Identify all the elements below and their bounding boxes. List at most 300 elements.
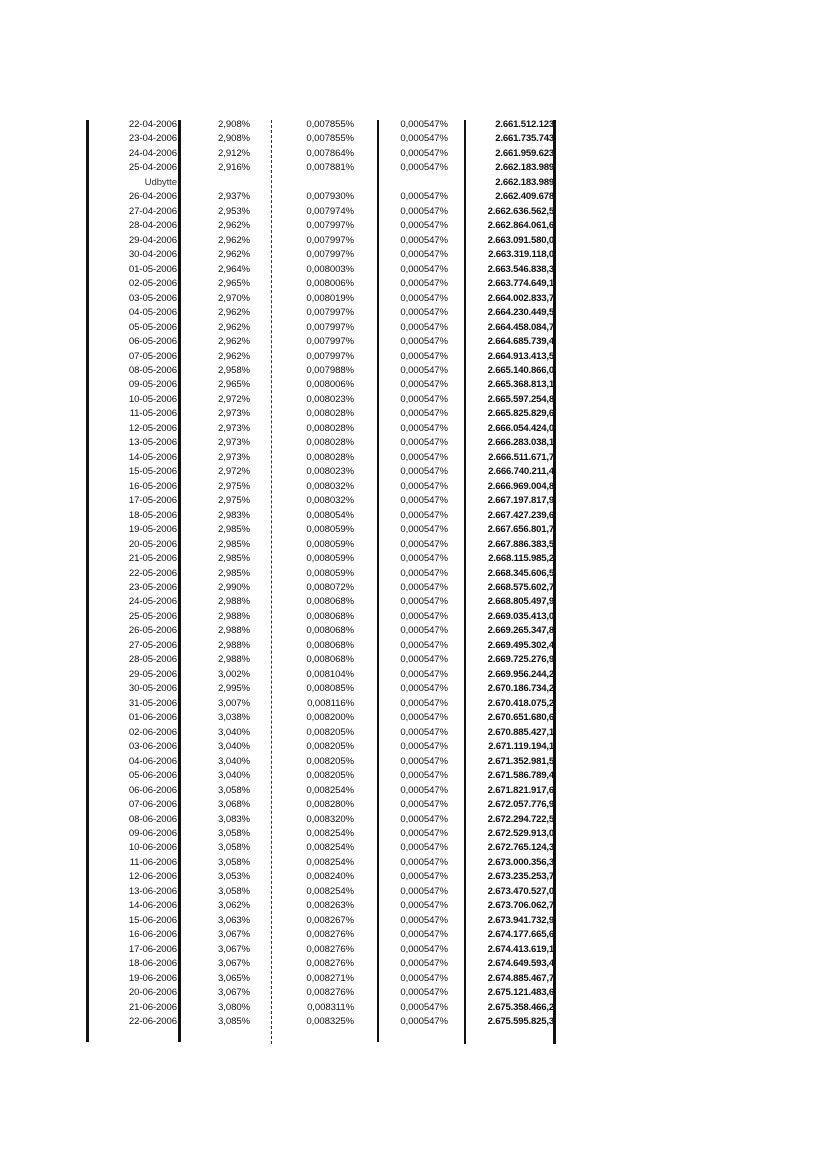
fee-cell: 0,000547% [400,610,448,622]
date-cell: 26-05-2006 [128,625,177,637]
value-table [0,118,828,1030]
value-cell: 2.672.057.776,9 [487,799,554,811]
date-cell: 10-05-2006 [128,393,177,405]
table-row [0,957,828,971]
table-row [0,407,828,421]
rate-cell: 2,953% [218,205,250,217]
fee-cell: 0,000547% [400,437,448,449]
fee-cell: 0,000547% [400,799,448,811]
daily-rate-cell: 0,007864% [306,147,354,159]
rate-cell: 3,067% [218,987,250,999]
table-row [0,914,828,928]
rate-cell: 2,962% [218,350,250,362]
rate-cell: 2,988% [218,639,250,651]
table-row [0,523,828,537]
table-row [0,147,828,161]
value-cell: 2.664.458.084,7 [487,321,554,333]
value-cell: 2.672.529.913,0 [487,827,554,839]
daily-rate-cell: 0,008254% [306,827,354,839]
table-row [0,856,828,870]
date-cell: 12-06-2006 [128,871,177,883]
daily-rate-cell: 0,008028% [306,408,354,420]
daily-rate-cell: 0,007997% [306,321,354,333]
value-cell: 2.674.177.665,6 [487,929,554,941]
date-cell: 01-05-2006 [128,263,177,275]
fee-cell: 0,000547% [400,654,448,666]
table-row [0,306,828,320]
rate-cell: 3,053% [218,871,250,883]
table-row [0,943,828,957]
value-cell: 2.661.735.743 [495,133,554,145]
fee-cell: 0,000547% [400,220,448,232]
daily-rate-cell: 0,008023% [306,393,354,405]
date-cell: 13-06-2006 [128,885,177,897]
value-cell: 2.661.512.123 [495,119,554,130]
fee-cell: 0,000547% [400,1016,448,1028]
rate-cell: 2,962% [218,249,250,261]
date-cell: 14-06-2006 [128,900,177,912]
fee-cell: 0,000547% [400,466,448,478]
value-cell: 2.675.595.825,3 [487,1016,554,1028]
fee-cell: 0,000547% [400,813,448,825]
date-cell: 19-05-2006 [128,524,177,536]
daily-rate-cell: 0,007855% [306,133,354,145]
table-row [0,219,828,233]
table-row [0,639,828,653]
table-row [0,277,828,291]
daily-rate-cell: 0,008254% [306,784,354,796]
table-row [0,465,828,479]
table-row [0,234,828,248]
table-row [0,451,828,465]
table-row [0,538,828,552]
date-cell: 07-05-2006 [128,350,177,362]
date-cell: 27-04-2006 [128,205,177,217]
fee-cell: 0,000547% [400,987,448,999]
fee-cell: 0,000547% [400,567,448,579]
rate-cell: 3,062% [218,900,250,912]
date-cell: 23-05-2006 [128,582,177,593]
fee-cell: 0,000547% [400,336,448,348]
daily-rate-cell: 0,007997% [306,220,354,232]
date-cell: 31-05-2006 [128,697,177,709]
date-cell: 25-05-2006 [128,610,177,622]
fee-cell: 0,000547% [400,712,448,724]
daily-rate-cell: 0,008280% [306,799,354,811]
fee-cell: 0,000547% [400,885,448,897]
rate-cell: 2,990% [218,582,250,593]
rate-cell: 3,040% [218,741,250,753]
daily-rate-cell: 0,008019% [306,292,354,304]
fee-cell: 0,000547% [400,668,448,680]
daily-rate-cell: 0,008205% [306,755,354,767]
table-row [0,595,828,609]
rate-cell: 2,995% [218,683,250,695]
table-row [0,885,828,899]
table-row [0,798,828,812]
daily-rate-cell: 0,007974% [306,205,354,217]
fee-cell: 0,000547% [400,307,448,319]
fee-cell: 0,000547% [400,683,448,695]
fee-cell: 0,000547% [400,205,448,217]
fee-cell: 0,000547% [400,119,448,130]
table-row [0,986,828,1000]
table-row [0,668,828,682]
daily-rate-cell: 0,008023% [306,466,354,478]
table-row [0,494,828,508]
rate-cell: 2,985% [218,553,250,565]
value-cell: 2.667.886.383,5 [487,538,554,550]
rate-cell: 2,975% [218,495,250,507]
daily-rate-cell: 0,008006% [306,278,354,290]
date-cell: 29-05-2006 [128,668,177,680]
daily-rate-cell: 0,008311% [307,1001,354,1013]
value-cell: 2.670.651.680,6 [487,712,554,724]
table-row [0,769,828,783]
fee-cell: 0,000547% [400,958,448,970]
fee-cell: 0,000547% [400,422,448,434]
date-cell: 20-06-2006 [128,987,177,999]
rate-cell: 3,063% [218,914,250,926]
value-cell: 2.666.511.671,7 [488,451,554,463]
rate-cell: 2,988% [218,596,250,608]
date-cell: 16-05-2006 [128,480,177,492]
value-cell: 2.667.656.801,7 [487,524,554,536]
rate-cell: 2,985% [218,567,250,579]
fee-cell: 0,000547% [400,379,448,391]
date-cell: 06-06-2006 [128,784,177,796]
daily-rate-cell: 0,007997% [306,234,354,246]
fee-cell: 0,000547% [400,856,448,868]
daily-rate-cell: 0,007881% [306,162,354,174]
date-cell: 24-04-2006 [128,147,177,159]
value-cell: 2.671.586.789,4 [487,770,554,782]
table-row [0,350,828,364]
daily-rate-cell: 0,008205% [306,770,354,782]
fee-cell: 0,000547% [400,451,448,463]
value-cell: 2.662.864.061,6 [487,220,554,232]
daily-rate-cell: 0,008068% [306,625,354,637]
date-cell: 04-06-2006 [128,755,177,767]
value-cell: 2.674.885.467,7 [487,972,554,984]
fee-cell: 0,000547% [400,943,448,955]
daily-rate-cell: 0,008059% [306,567,354,579]
fee-cell: 0,000547% [400,842,448,854]
fee-cell: 0,000547% [400,914,448,926]
fee-cell: 0,000547% [400,726,448,738]
fee-cell: 0,000547% [400,596,448,608]
daily-rate-cell: 0,008068% [306,596,354,608]
fee-cell: 0,000547% [400,234,448,246]
date-cell: 18-06-2006 [128,958,177,970]
value-cell: 2.669.956.244,2 [487,668,554,680]
date-cell: 06-05-2006 [128,336,177,348]
table-row [0,653,828,667]
date-cell: 28-05-2006 [128,654,177,666]
value-cell: 2.669.035.413,0 [487,610,554,622]
date-cell: 12-05-2006 [128,422,177,434]
value-cell: 2.664.002.833,7 [487,292,554,304]
value-cell: 2.663.319.118,0 [488,249,554,261]
table-row [0,205,828,219]
table-row [0,581,828,595]
table-row [0,1001,828,1015]
daily-rate-cell: 0,008068% [306,610,354,622]
rate-cell: 2,962% [218,234,250,246]
rate-cell: 3,065% [218,972,250,984]
daily-rate-cell: 0,007855% [306,119,354,130]
table-row [0,899,828,913]
fee-cell: 0,000547% [400,408,448,420]
value-cell: 2.663.546.838,3 [487,263,554,275]
date-cell: 11-06-2006 [129,856,177,868]
table-row [0,335,828,349]
date-cell: 01-06-2006 [128,712,177,724]
date-cell: 28-04-2006 [128,220,177,232]
value-cell: 2.670.186.734,2 [487,683,554,695]
date-cell: 03-06-2006 [128,741,177,753]
date-cell: 23-04-2006 [128,133,177,145]
table-row [0,480,828,494]
table-row [0,509,828,523]
table-row [0,870,828,884]
table-row [0,132,828,146]
table-row [0,190,828,204]
rate-cell: 2,975% [218,480,250,492]
daily-rate-cell: 0,008054% [306,509,354,521]
daily-rate-cell: 0,008068% [306,654,354,666]
table-row [0,292,828,306]
value-cell: 2.671.119.194,1 [488,741,554,753]
rate-cell: 2,988% [218,610,250,622]
table-row [0,827,828,841]
date-cell: Udbytte [144,176,177,188]
date-cell: 21-05-2006 [128,553,177,565]
rate-cell: 2,937% [218,191,250,203]
rate-cell: 2,970% [218,292,250,304]
rate-cell: 3,058% [218,885,250,897]
rate-cell: 2,962% [218,307,250,319]
rate-cell: 3,007% [218,697,250,709]
fee-cell: 0,000547% [400,509,448,521]
fee-cell: 0,000547% [400,249,448,261]
daily-rate-cell: 0,008271% [306,972,354,984]
fee-cell: 0,000547% [400,278,448,290]
date-cell: 04-05-2006 [128,307,177,319]
value-cell: 2.668.575.602,7 [487,582,554,593]
date-cell: 11-05-2006 [129,408,177,420]
fee-cell: 0,000547% [400,292,448,304]
value-cell: 2.673.235.253,7 [487,871,554,883]
daily-rate-cell: 0,008085% [306,683,354,695]
value-cell: 2.664.913.413,5 [487,350,554,362]
table-row [0,972,828,986]
date-cell: 07-06-2006 [128,799,177,811]
rate-cell: 2,908% [218,133,250,145]
daily-rate-cell: 0,007997% [306,350,354,362]
table-row [0,784,828,798]
date-cell: 05-05-2006 [128,321,177,333]
daily-rate-cell: 0,008059% [306,553,354,565]
table-row [0,118,828,132]
daily-rate-cell: 0,008267% [306,914,354,926]
rate-cell: 2,965% [218,379,250,391]
fee-cell: 0,000547% [400,755,448,767]
date-cell: 02-06-2006 [128,726,177,738]
table-row [0,552,828,566]
rate-cell: 2,972% [218,466,250,478]
date-cell: 22-05-2006 [128,567,177,579]
rate-cell: 3,058% [218,827,250,839]
value-cell: 2.674.413.619,1 [487,943,554,955]
fee-cell: 0,000547% [400,495,448,507]
fee-cell: 0,000547% [400,741,448,753]
rate-cell: 2,958% [218,364,250,376]
rate-cell: 2,962% [218,220,250,232]
date-cell: 08-06-2006 [128,813,177,825]
table-row [0,624,828,638]
date-cell: 25-04-2006 [128,162,177,174]
date-cell: 10-06-2006 [128,842,177,854]
daily-rate-cell: 0,008068% [306,639,354,651]
rate-cell: 2,972% [218,393,250,405]
value-cell: 2.665.368.813,1 [487,379,554,391]
date-cell: 19-06-2006 [128,972,177,984]
value-cell: 2.673.941.732,9 [487,914,554,926]
table-row [0,726,828,740]
date-cell: 15-06-2006 [128,914,177,926]
rate-cell: 3,040% [218,726,250,738]
value-cell: 2.665.140.866,0 [487,364,554,376]
table-row [0,928,828,942]
fee-cell: 0,000547% [400,364,448,376]
daily-rate-cell: 0,008276% [306,929,354,941]
rate-cell: 3,040% [218,770,250,782]
date-cell: 22-06-2006 [128,1016,177,1028]
table-row [0,755,828,769]
value-cell: 2.668.115.985,2 [488,553,554,565]
daily-rate-cell: 0,008116% [307,697,354,709]
date-cell: 30-04-2006 [128,249,177,261]
date-cell: 15-05-2006 [128,466,177,478]
value-cell: 2.667.197.817,9 [487,495,554,507]
value-cell: 2.662.636.562,5 [487,205,554,217]
fee-cell: 0,000547% [400,191,448,203]
date-cell: 05-06-2006 [128,770,177,782]
daily-rate-cell: 0,008205% [306,741,354,753]
daily-rate-cell: 0,008059% [306,538,354,550]
fee-cell: 0,000547% [400,393,448,405]
date-cell: 27-05-2006 [128,639,177,651]
table-row [0,740,828,754]
rate-cell: 2,973% [218,451,250,463]
value-cell: 2.673.706.062,7 [487,900,554,912]
daily-rate-cell: 0,008205% [306,726,354,738]
fee-cell: 0,000547% [400,321,448,333]
daily-rate-cell: 0,008276% [306,958,354,970]
fee-cell: 0,000547% [400,900,448,912]
date-cell: 02-05-2006 [128,278,177,290]
rate-cell: 2,962% [218,321,250,333]
rate-cell: 3,067% [218,929,250,941]
fee-cell: 0,000547% [400,871,448,883]
rate-cell: 2,973% [218,408,250,420]
value-cell: 2.668.805.497,9 [487,596,554,608]
fee-cell: 0,000547% [400,827,448,839]
fee-cell: 0,000547% [400,972,448,984]
rate-cell: 2,983% [218,509,250,521]
fee-cell: 0,000547% [400,133,448,145]
rate-cell: 2,985% [218,524,250,536]
daily-rate-cell: 0,008028% [306,422,354,434]
fee-cell: 0,000547% [400,480,448,492]
daily-rate-cell: 0,007997% [306,249,354,261]
date-cell: 29-04-2006 [128,234,177,246]
date-cell: 13-05-2006 [128,437,177,449]
rate-cell: 3,067% [218,943,250,955]
fee-cell: 0,000547% [400,625,448,637]
fee-cell: 0,000547% [400,784,448,796]
dividend-row [0,176,828,190]
value-cell: 2.663.091.580,0 [487,234,554,246]
date-cell: 09-06-2006 [128,827,177,839]
table-row [0,364,828,378]
rate-cell: 3,038% [218,712,250,724]
fee-cell: 0,000547% [400,263,448,275]
daily-rate-cell: 0,007997% [306,307,354,319]
table-row [0,813,828,827]
value-cell: 2.665.597.254,8 [487,393,554,405]
value-cell: 2.661.959.623 [495,147,554,159]
daily-rate-cell: 0,008325% [306,1016,354,1028]
rate-cell: 2,988% [218,654,250,666]
rate-cell: 3,068% [218,799,250,811]
rate-cell: 2,988% [218,625,250,637]
daily-rate-cell: 0,008263% [306,900,354,912]
daily-rate-cell: 0,007930% [306,191,354,203]
daily-rate-cell: 0,008254% [306,885,354,897]
rate-cell: 3,080% [218,1001,250,1013]
rate-cell: 2,973% [218,422,250,434]
date-cell: 08-05-2006 [128,364,177,376]
value-cell: 2.666.054.424,0 [487,422,554,434]
daily-rate-cell: 0,008276% [306,943,354,955]
fee-cell: 0,000547% [400,538,448,550]
value-cell: 2.673.470.527,0 [487,885,554,897]
fee-cell: 0,000547% [400,1001,448,1013]
date-cell: 30-05-2006 [128,683,177,695]
date-cell: 17-05-2006 [128,495,177,507]
rate-cell: 3,085% [218,1016,250,1028]
date-cell: 22-04-2006 [128,119,177,130]
daily-rate-cell: 0,008200% [306,712,354,724]
fee-cell: 0,000547% [400,582,448,593]
value-cell: 2.669.725.276,9 [487,654,554,666]
daily-rate-cell: 0,008032% [306,480,354,492]
rate-cell: 3,083% [218,813,250,825]
value-cell: 2.674.649.593,4 [487,958,554,970]
rate-cell: 2,916% [218,162,250,174]
value-cell: 2.672.294.722,5 [487,813,554,825]
table-row [0,263,828,277]
table-row [0,161,828,175]
rate-cell: 3,058% [218,842,250,854]
rate-cell: 2,965% [218,278,250,290]
value-cell: 2.671.821.917,6 [487,784,554,796]
value-cell: 2.662.409.678 [495,191,554,203]
date-cell: 09-05-2006 [128,379,177,391]
rate-cell: 3,067% [218,958,250,970]
